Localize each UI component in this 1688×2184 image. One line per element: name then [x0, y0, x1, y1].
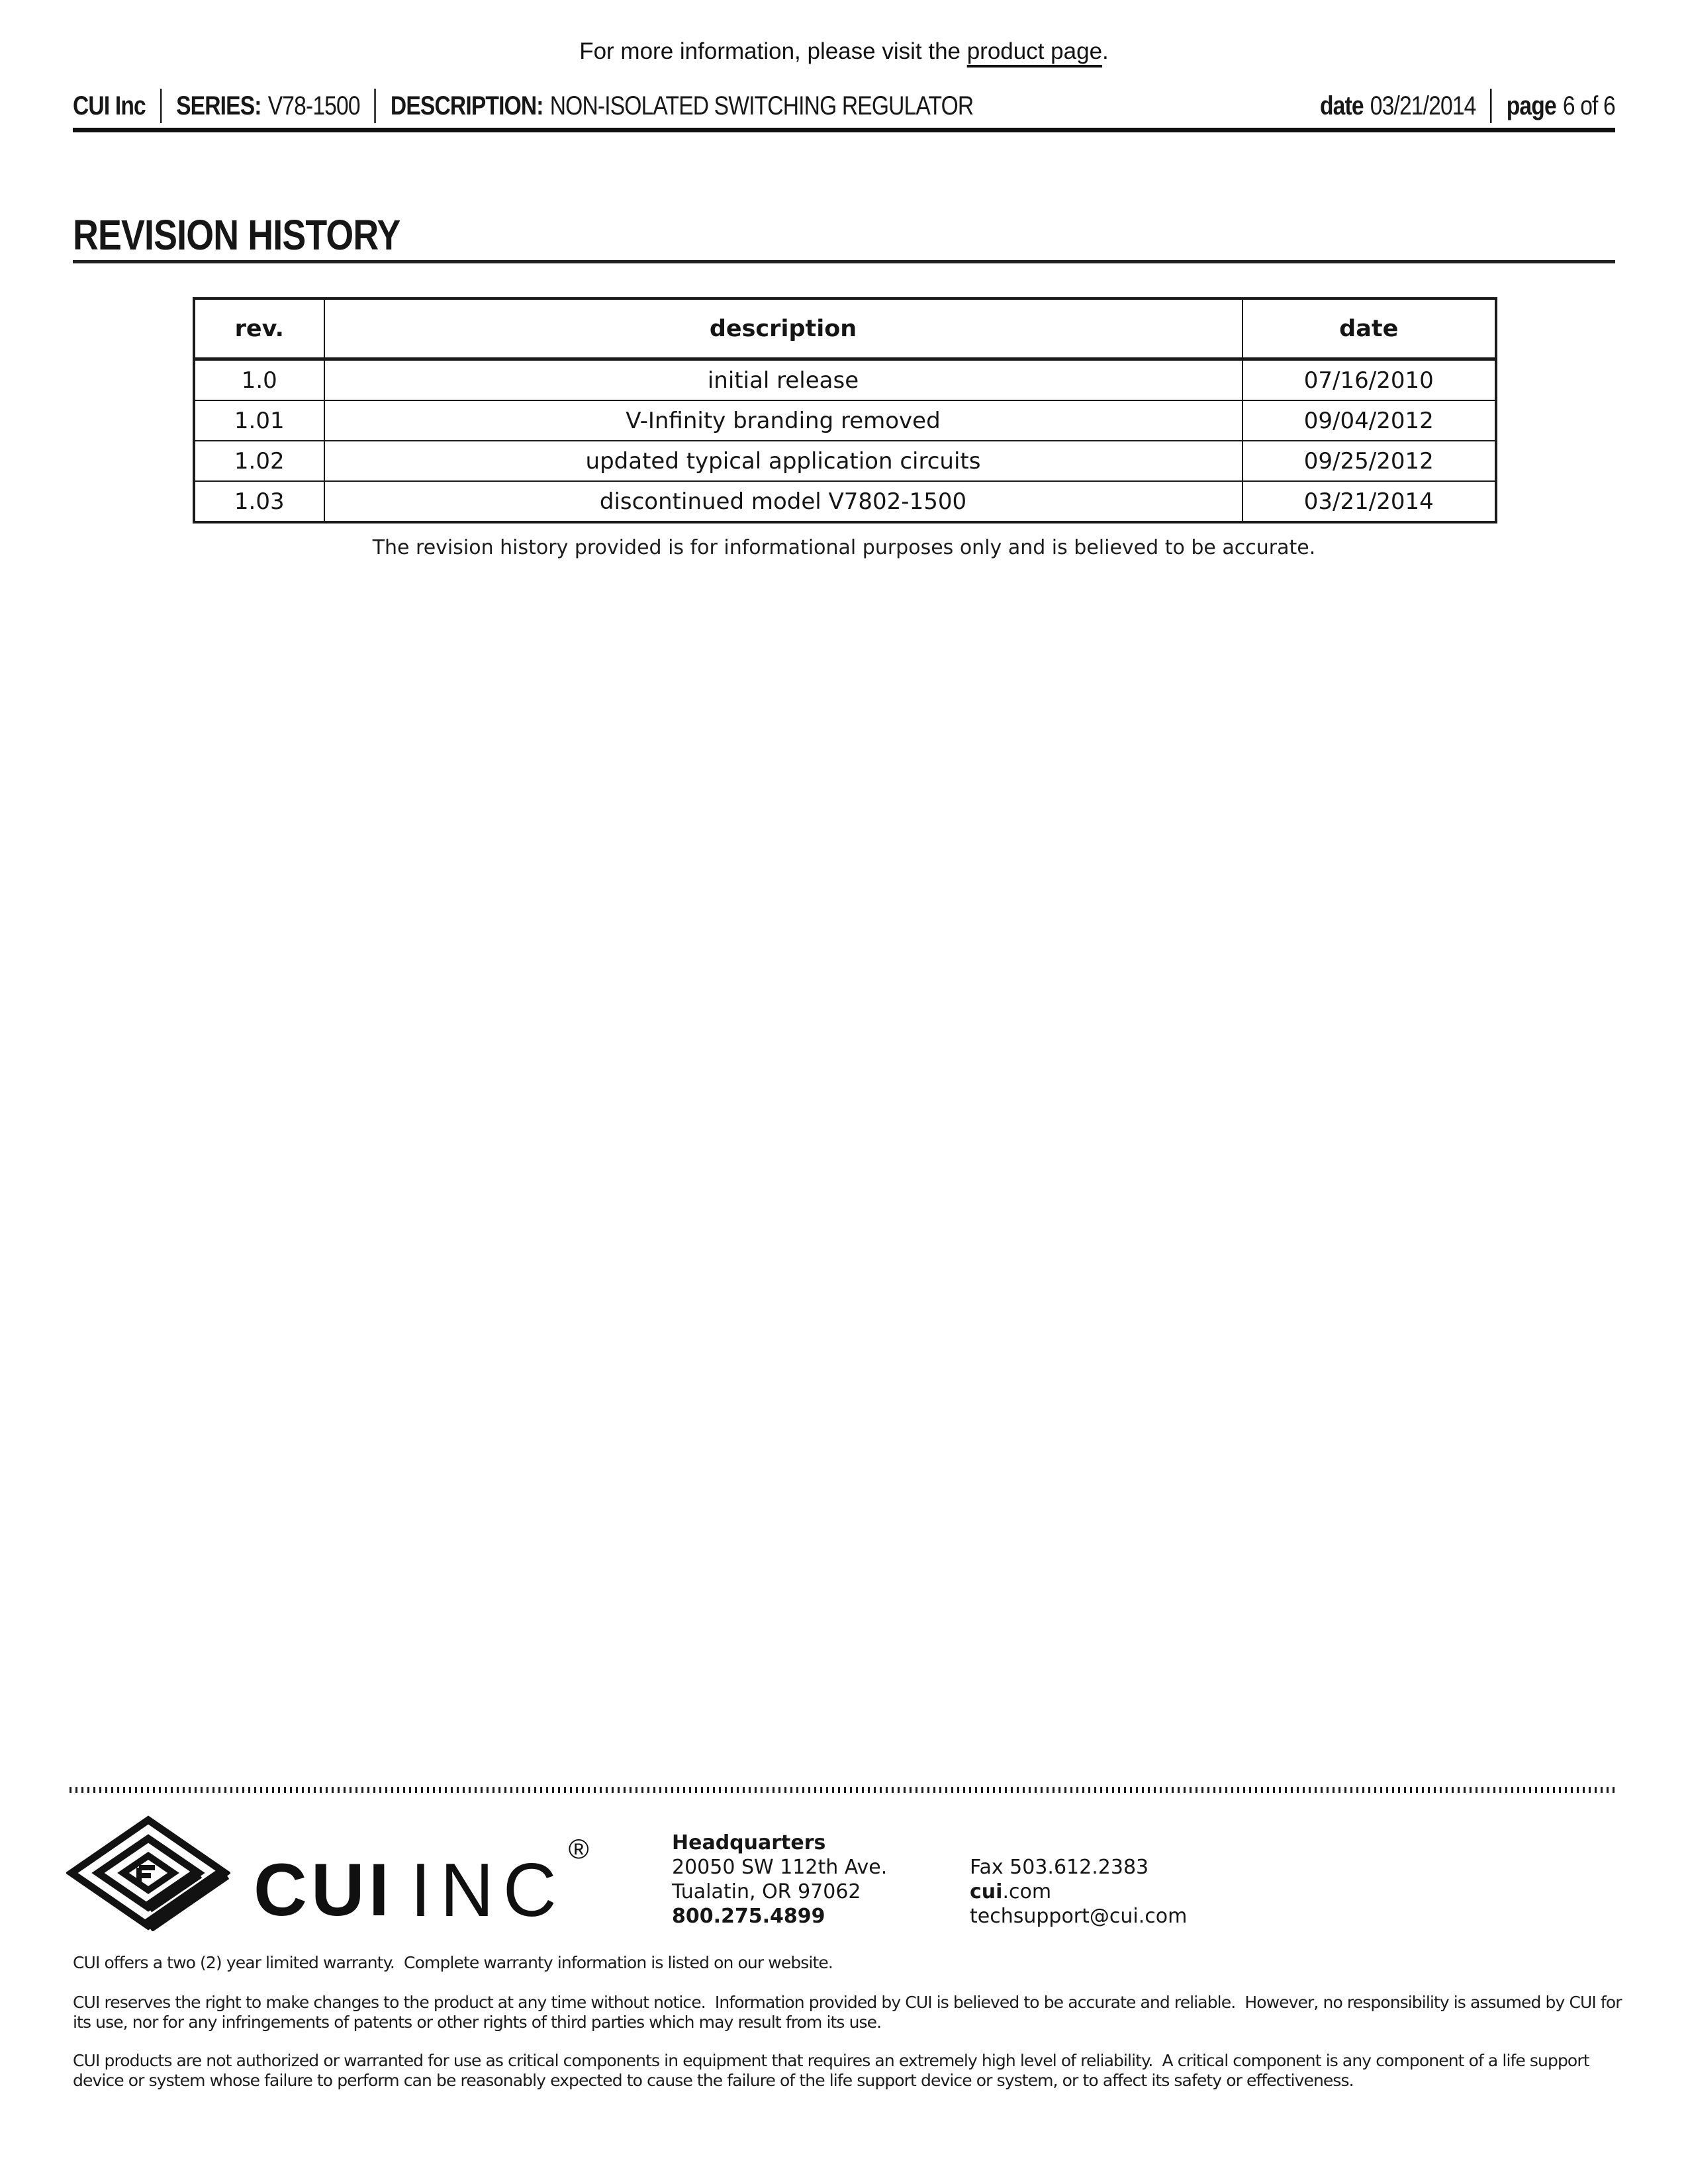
- header-meta-right: [1320, 87, 1615, 125]
- series-value: V78-1500: [267, 91, 360, 120]
- page-number: 6 of 6: [1562, 91, 1615, 120]
- support-email: techsupport@cui.com: [970, 1905, 1188, 1928]
- column-header-description: description: [324, 299, 1243, 359]
- website-rest: .com: [1002, 1880, 1052, 1903]
- brand-name: CUI Inc: [73, 91, 146, 120]
- footer-divider: [70, 1787, 1618, 1793]
- description-cell: V-Infinity branding removed: [324, 400, 1243, 441]
- critical-use-disclaimer: CUI products are not authorized or warranted for use as critical components in equipment that requires an extremely high level of reliability. A critical component is any component of a life support device or system whose failure to perform can be reasonably expected to cause the failure of the life support device or system, or to affect its safety or effectiveness.: [73, 2051, 1594, 2090]
- cui-inc-logotype: [254, 1833, 589, 1933]
- hq-address-line1: 20050 SW 112th Ave.: [672, 1856, 888, 1879]
- rev-cell: 1.02: [195, 441, 324, 481]
- date-cell: 03/21/2014: [1243, 481, 1496, 522]
- logo-text-cui: CUI: [254, 1848, 393, 1931]
- headquarters-block: [672, 1831, 887, 1929]
- header-separator: [160, 89, 162, 123]
- page-title: REVISION HISTORY: [73, 211, 400, 259]
- description-label: DESCRIPTION:: [390, 91, 543, 120]
- table-header-row: [195, 299, 1496, 359]
- hq-phone: 800.275.4899: [672, 1905, 825, 1928]
- website: [970, 1880, 1187, 1904]
- column-header-rev: rev.: [195, 299, 324, 359]
- description-cell: updated typical application circuits: [324, 441, 1243, 481]
- table-row: [195, 400, 1496, 441]
- description-cell: initial release: [324, 359, 1243, 401]
- date-cell: 09/04/2012: [1243, 400, 1496, 441]
- header-meta-left: [73, 87, 973, 125]
- rev-cell: 1.0: [195, 359, 324, 401]
- info-line: [0, 38, 1688, 65]
- table-note: The revision history provided is for informational purposes only and is believed to be accurate.: [372, 536, 1316, 559]
- date-cell: 09/25/2012: [1243, 441, 1496, 481]
- info-line-prefix: For more information, please visit the: [579, 38, 967, 64]
- description-value: NON-ISOLATED SWITCHING REGULATOR: [549, 91, 974, 120]
- date-label: date: [1320, 91, 1364, 120]
- product-page-link[interactable]: product page: [966, 38, 1103, 64]
- table-row: [195, 481, 1496, 522]
- header-rule: [73, 128, 1615, 132]
- warranty-disclaimer: CUI offers a two (2) year limited warranty. Complete warranty information is listed on our website.: [73, 1953, 833, 1972]
- cui-diamond-logo-icon: [66, 1815, 230, 1934]
- revision-history-table: [193, 298, 1497, 523]
- title-rule: [73, 260, 1615, 263]
- table-row: [195, 359, 1496, 401]
- header-separator: [375, 89, 377, 123]
- website-bold: cui: [970, 1880, 1003, 1903]
- series-label: SERIES:: [176, 91, 261, 120]
- hq-title: Headquarters: [672, 1831, 826, 1854]
- changes-disclaimer: CUI reserves the right to make changes to the product at any time without notice. Information provided by CUI is believed to be accurate and reliable. However, no responsibility is assumed by CUI for its use, nor for any infringements of patents or other rights of third parties which may result from its use.: [73, 1993, 1626, 2032]
- contact-block: [970, 1855, 1187, 1929]
- header-separator: [1490, 89, 1492, 123]
- fax-number: Fax 503.612.2383: [970, 1856, 1149, 1879]
- table-row: [195, 441, 1496, 481]
- page-label: page: [1506, 91, 1556, 120]
- description-cell: discontinued model V7802-1500: [324, 481, 1243, 522]
- info-line-suffix: .: [1102, 38, 1109, 64]
- rev-cell: 1.01: [195, 400, 324, 441]
- hq-address-line2: Tualatin, OR 97062: [672, 1880, 861, 1903]
- logo-text-inc: INC: [410, 1847, 566, 1933]
- column-header-date: date: [1243, 299, 1496, 359]
- registered-trademark-icon: ®: [568, 1833, 589, 1864]
- date-cell: 07/16/2010: [1243, 359, 1496, 401]
- rev-cell: 1.03: [195, 481, 324, 522]
- date-value: 03/21/2014: [1370, 91, 1476, 120]
